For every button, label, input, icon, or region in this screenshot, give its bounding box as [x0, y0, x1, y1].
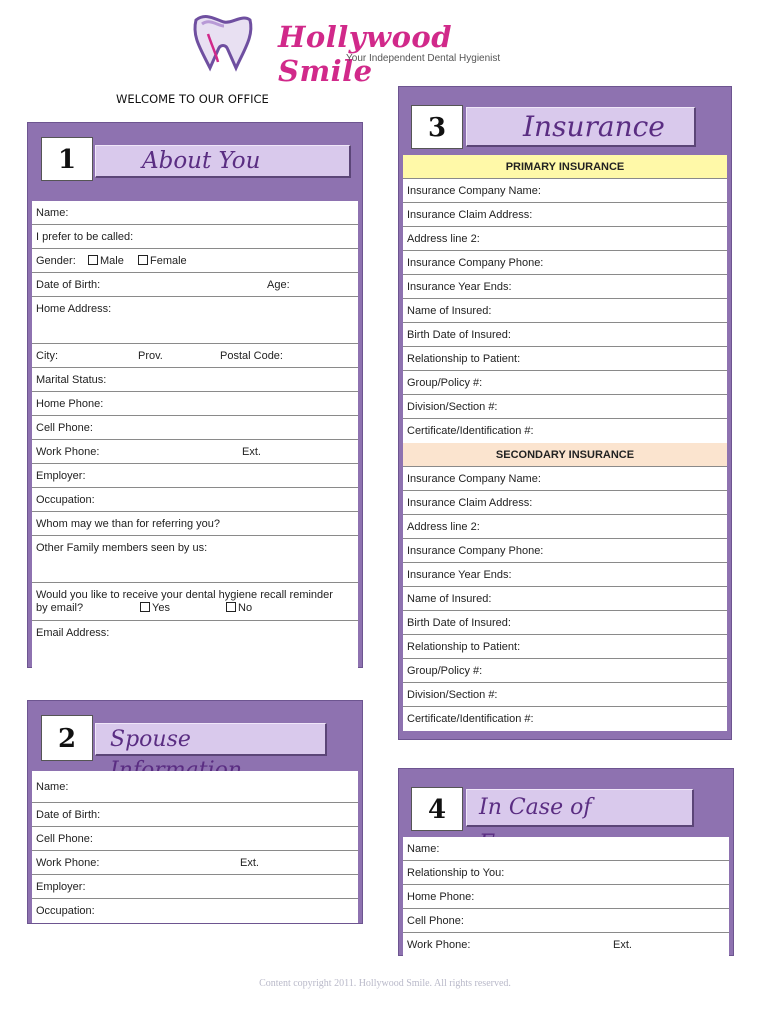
primary-insurance-field-label: Group/Policy #: — [407, 377, 483, 389]
field-occupation[interactable]: Occupation: — [32, 488, 358, 512]
field-referral[interactable]: Whom may we than for referring you? — [32, 512, 358, 536]
checkbox-male[interactable]: Male — [88, 249, 124, 273]
section-spouse-information — [27, 700, 363, 924]
insurance-fields — [403, 155, 727, 731]
section-number: 1 — [41, 137, 93, 181]
primary-insurance-field[interactable] — [403, 323, 727, 347]
field-email-address[interactable]: Email Address: — [36, 627, 110, 639]
secondary-insurance-field-label: Group/Policy #: — [407, 665, 483, 677]
field-employer[interactable]: Employer: — [32, 464, 358, 488]
secondary-insurance-header: SECONDARY INSURANCE — [403, 443, 727, 467]
secondary-insurance-field-label: Division/Section #: — [407, 689, 498, 701]
primary-insurance-field[interactable] — [403, 179, 727, 203]
checkbox-yes[interactable]: Yes — [140, 602, 170, 615]
primary-insurance-field[interactable] — [403, 275, 727, 299]
section-insurance — [398, 86, 732, 740]
ext-label: Ext. — [240, 857, 259, 869]
section-number: 4 — [411, 787, 463, 831]
secondary-insurance-field[interactable] — [403, 563, 727, 587]
field-emergency-name[interactable]: Name: — [403, 837, 729, 861]
secondary-insurance-field[interactable] — [403, 635, 727, 659]
section-title: Insurance — [466, 107, 696, 147]
about-you-fields — [32, 201, 358, 669]
field-family-members[interactable]: Other Family members seen by us: — [32, 536, 358, 583]
checkbox-icon — [140, 602, 150, 612]
section-title: In Case of — [466, 789, 694, 827]
secondary-insurance-field[interactable] — [403, 515, 727, 539]
spouse-fields — [32, 771, 358, 923]
field-date-of-birth[interactable]: Date of Birth: Age: — [32, 273, 358, 297]
brand-tagline: Your Independent Dental Hygienist — [346, 53, 501, 64]
checkbox-no[interactable]: No — [226, 602, 252, 615]
field-spouse-dob[interactable]: Date of Birth: — [32, 803, 358, 827]
checkbox-icon — [88, 255, 98, 265]
field-spouse-work-phone[interactable]: Work Phone: Ext. — [32, 851, 358, 875]
primary-insurance-field-label: Insurance Year Ends: — [407, 281, 512, 293]
secondary-insurance-field-label: Insurance Company Phone: — [407, 545, 544, 557]
secondary-insurance-field-label: Insurance Year Ends: — [407, 569, 512, 581]
primary-insurance-field-label: Insurance Company Phone: — [407, 257, 544, 269]
primary-insurance-field-label: Address line 2: — [407, 233, 480, 245]
field-preferred-name[interactable]: I prefer to be called: — [32, 225, 358, 249]
checkbox-icon — [138, 255, 148, 265]
section-title: About You — [95, 145, 351, 178]
field-home-address[interactable]: Home Address: — [32, 297, 358, 344]
postal-code-label: Postal Code: — [220, 350, 283, 362]
primary-insurance-field-label: Relationship to Patient: — [407, 353, 521, 365]
primary-insurance-field-label: Insurance Claim Address: — [407, 209, 533, 221]
field-recall-email: Would you like to receive your dental hygiene recall reminder by email? Yes No — [32, 583, 358, 621]
field-emergency-relationship[interactable]: Relationship to You: — [403, 861, 729, 885]
copyright-footer: Content copyright 2011. Hollywood Smile. All rights reserved. — [259, 978, 511, 989]
field-cell-phone[interactable]: Cell Phone: — [32, 416, 358, 440]
primary-insurance-field[interactable] — [403, 299, 727, 323]
ext-label: Ext. — [242, 446, 261, 458]
primary-insurance-field-label: Division/Section #: — [407, 401, 498, 413]
secondary-insurance-field-label: Insurance Company Name: — [407, 473, 541, 485]
secondary-insurance-field-label: Name of Insured: — [407, 593, 492, 605]
secondary-insurance-field[interactable] — [403, 491, 727, 515]
section-about-you — [27, 122, 363, 668]
secondary-insurance-field-label: Relationship to Patient: — [407, 641, 521, 653]
secondary-insurance-field[interactable] — [403, 587, 727, 611]
primary-insurance-field[interactable] — [403, 371, 727, 395]
field-emergency-cell-phone[interactable]: Cell Phone: — [403, 909, 729, 933]
field-spouse-occupation[interactable]: Occupation: — [36, 905, 95, 917]
field-spouse-name[interactable]: Name: — [32, 771, 358, 803]
primary-insurance-field-label: Insurance Company Name: — [407, 185, 541, 197]
secondary-insurance-field[interactable] — [403, 707, 727, 731]
primary-insurance-field[interactable] — [403, 227, 727, 251]
field-city[interactable]: City: Prov. Postal Code: — [32, 344, 358, 368]
field-emergency-home-phone[interactable]: Home Phone: — [403, 885, 729, 909]
primary-insurance-field-label: Name of Insured: — [407, 305, 492, 317]
field-emergency-work-phone[interactable]: Work Phone: Ext. — [403, 933, 729, 957]
primary-insurance-field[interactable] — [403, 347, 727, 371]
field-home-phone[interactable]: Home Phone: — [32, 392, 358, 416]
field-marital-status[interactable]: Marital Status: — [32, 368, 358, 392]
section-title: Spouse — [95, 723, 327, 756]
tooth-logo-icon — [188, 10, 260, 76]
primary-insurance-field[interactable] — [403, 251, 727, 275]
age-label: Age: — [267, 279, 290, 291]
secondary-insurance-field[interactable] — [403, 659, 727, 683]
field-work-phone[interactable]: Work Phone: Ext. — [32, 440, 358, 464]
primary-insurance-field[interactable] — [403, 203, 727, 227]
section-number: 2 — [41, 715, 93, 761]
checkbox-female[interactable]: Female — [138, 249, 187, 273]
ext-label: Ext. — [613, 939, 632, 951]
prov-label: Prov. — [138, 350, 163, 362]
section-number: 3 — [411, 105, 463, 149]
page-title: WELCOME TO OUR OFFICE — [116, 92, 269, 106]
secondary-insurance-field-label: Address line 2: — [407, 521, 480, 533]
primary-insurance-field[interactable] — [403, 419, 727, 443]
primary-insurance-field[interactable] — [403, 395, 727, 419]
field-spouse-cell-phone[interactable]: Cell Phone: — [32, 827, 358, 851]
secondary-insurance-field[interactable] — [403, 611, 727, 635]
primary-insurance-field-label: Certificate/Identification #: — [407, 425, 534, 437]
primary-insurance-field-label: Birth Date of Insured: — [407, 329, 511, 341]
secondary-insurance-field[interactable] — [403, 683, 727, 707]
emergency-fields — [403, 837, 729, 957]
field-spouse-employer[interactable]: Employer: — [32, 875, 358, 899]
secondary-insurance-field[interactable] — [403, 539, 727, 563]
section-emergency — [398, 768, 734, 956]
primary-insurance-header: PRIMARY INSURANCE — [403, 155, 727, 179]
checkbox-icon — [226, 602, 236, 612]
field-gender: Gender: Male Female — [32, 249, 358, 273]
secondary-insurance-field-label: Insurance Claim Address: — [407, 497, 533, 509]
secondary-insurance-field[interactable] — [403, 467, 727, 491]
logo — [188, 10, 528, 88]
field-name[interactable]: Name: — [32, 201, 358, 225]
secondary-insurance-field-label: Birth Date of Insured: — [407, 617, 511, 629]
brand-name: Hollywood Smile — [278, 20, 453, 88]
secondary-insurance-field-label: Certificate/Identification #: — [407, 713, 534, 725]
